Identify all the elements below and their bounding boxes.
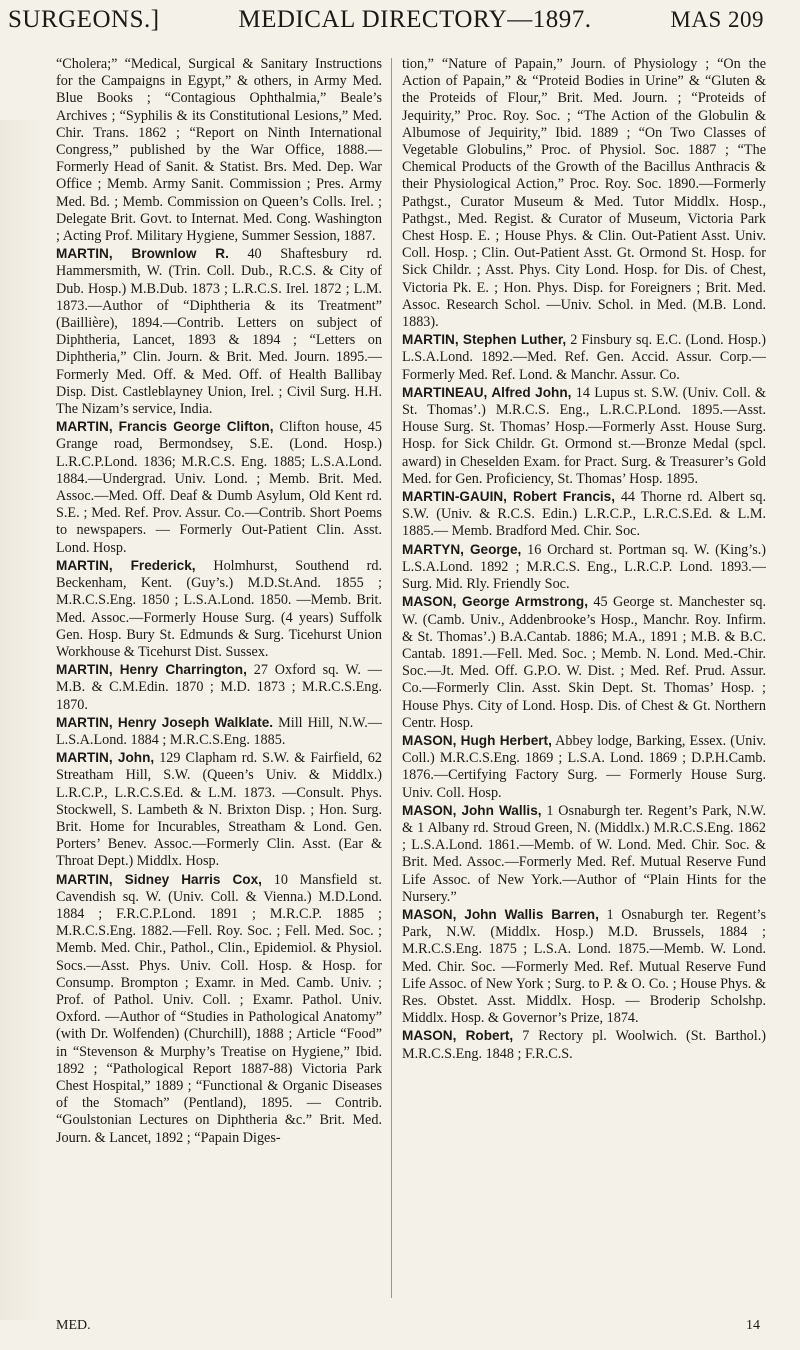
directory-entry [56,418,382,557]
left-column [56,56,382,1147]
entry-text: Mill Hill, N.W.—L.S.A.Lond. 1884 ; M.R.C.S.Eng. 1885. [56,714,382,748]
entry-text: tion,” “Nature of Papain,” Journ. of Physiology ; “On the Action of Papain,” & “Proteid Bodies in Urine” & “Gluten & the Proteids of Flour,” Brit. Med. Journ. ; “Proteids of Jequirity,” Proc. Roy. Soc. ; “The Action of the Globulin & Albumose of Jequirity,” Ibid. 1889 ; “On Two Classes of Vegetable Globulins,” Proc. of Physiol. Soc. 1887 ; “The Chemical Products of the Growth of the Bacillus Anthracis & their Physiological Action,” Proc. Roy. Soc. 1890.—Formerly Pathgst., Curator Museum & Med. Tutor Middlx. Hosp., Pathgst., Med. Regist. & Curator of Museum, Victoria Park Chest Hosp. E. ; House Phys. & Clin. Out-Patient Asst. Univ. Coll. Hosp. ; Clin. Out-Patient Asst. Gt. Ormond St. Hosp. for Sick Childr. ; Asst. Phys. City Lond. Hosp. for Dis. of Chest, Victoria Pk. E. ; Hon. Phys. Disp. for Foreigners ; Brit. Med. Assoc. Research Schol. —Univ. Schol. in Med. (M.B. Lond. 1883). [402,56,766,331]
entry-text: 44 Thorne rd. Albert sq. S.W. (Univ. & R.C.S. Edin.) L.R.C.P., L.R.C.S.Ed. & L.M. 1885.— Memb. Bradford Med. Chir. Soc. [402,489,766,540]
directory-entry [402,802,766,906]
entry-text: 1 Osnaburgh ter. Regent’s Park, N.W. (Middlx. Hosp.) M.D. Brussels, 1884 ; M.R.C.S.Eng. 1875 ; L.S.A. Lond. 1875.—Memb. W. Lond. Med. Chir. Soc. —Formerly Med. Ref. Mutual Reserve Fund Life Assoc. of New York ; Surg. to P. & O. Co. ; House Phys. & Res. Obstet. Asst. Middlx. Hosp. — Broderip Scholshp. Middlx. Hosp. & Governor’s Prize, 1874. [402,906,766,1027]
entry-name: MASON, John Wallis Barren, [402,906,599,922]
directory-entry [56,714,382,749]
footer-signature: MED. [56,1318,91,1333]
entry-name: MARTIN, Stephen Luther, [402,332,567,348]
entry-name: MARTYN, George, [402,541,522,557]
directory-entry [402,732,766,802]
entry-text: 2 Finsbury sq. E.C. (Lond. Hosp.) L.S.A.Lond. 1892.—Med. Ref. Gen. Accid. Assur. Corp.—Formerly Med. Ref. Lond. & Manchr. Assur. Co. [402,332,766,383]
entry-text: 40 Shaftesbury rd. Hammersmith, W. (Trin. Coll. Dub., R.C.S. & City of Dub. Hosp.) M.B.Dub. 1873 ; L.R.C.S. Irel. 1872 ; L.M. 1873.—Author of “Diphtheria & its Treatment” (Baillière), 1894.—Contrib. Letters on subject of Diphtheria, Lancet, 1893 & 1894 ; “Letters on Diphtheria,” Clin. Journ. & Brit. Med. Journ. 1895.—Formerly Med. Off. & Med. Off. of Health Ballibay Disp. Dist. Castleblayney Union, Irel. ; Civil Surg. H.H. The Nizam’s service, India. [56,246,382,418]
entry-text: 27 Oxford sq. W. — M.B. & C.M.Edin. 1870 ; M.D. 1873 ; M.R.C.S.Eng. 1870. [56,662,382,713]
entry-text: Holmhurst, Southend rd. Beckenham, Kent. (Guy’s.) M.D.St.And. 1855 ; M.R.C.S.Eng. 1850 ; L.S.A.Lond. 1850. —Memb. Brit. Med. Assoc.—Formerly House Surg. (4 years) Suffolk Gen. Hosp. Bury St. Edmunds & Surg. Ticehurst Union Workhouse & Ticehurst Dist. Sussex. [56,557,383,660]
entry-name: MARTIN, Sidney Harris Cox, [56,871,262,887]
entry-name: MARTINEAU, Alfred John, [402,384,572,400]
entry-text: 16 Orchard st. Portman sq. W. (King’s.) L.S.A.Lond. 1892 ; M.R.C.S. Eng., L.R.C.P. Lond. 1893.—Surg. Mid. Rly. Friendly Soc. [402,541,767,593]
page-footer [56,1318,760,1342]
section-title: SURGEONS.] [8,6,160,33]
directory-entry [56,749,382,870]
entry-text: 1 Osnaburgh ter. Regent’s Park, N.W. & 1 Albany rd. Stroud Green, N. (Middlx.) M.R.C.S.Eng. 1862 ; L.S.A.Lond. 1861.—Memb. of W. Lond. Med. Chir. Soc. & Brit. Med. Assoc.—Formerly Med. Ref. Mutual Reserve Fund Life Assoc. of New York.—Author of “Plain Hints for the Nursery.” [402,802,766,905]
entry-name: MARTIN-GAUIN, Robert Francis, [402,489,615,505]
directory-entry [402,384,766,488]
entry-name: MASON, Robert, [402,1028,514,1044]
entry-text: 129 Clapham rd. S.W. & Fairfield, 62 Streatham Hill, S.W. (Queen’s Univ. & Middlx.) L.R.C.P., L.R.C.S.Ed. & L.M. 1873. —Consult. Phys. Stockwell, S. Lambeth & N. Brixton Disp. ; Hon. Surg. Brit. Home for Incurables, Streatham & Lond. Gen. Porters’ Benev. Assoc.—Formerly Clin. Asst. (Ear & Throat Dept.) Middlx. Hosp. [56,750,382,870]
directory-entry [56,661,382,714]
entry-text: 10 Mansfield st. Cavendish sq. W. (Univ. Coll. & Vienna.) M.D.Lond. 1884 ; F.R.C.P.Lond. 1891 ; M.R.C.P. 1885 ; M.R.C.S.Eng. 1882.—Fell. Roy. Soc. ; Fell. Med. Soc. ; Memb. Med. Chir., Pathol., Clin., Epidemiol. & Physiol. Socs.—Asst. Phys. Univ. Coll. Hosp. & Hosp. for Consump. Brompton ; Examr. in Med. Camb. Univ. ; Prof. of Pathol. Univ. Coll. ; Examr. Pathol. Univ. Oxford. —Author of “Studies in Pathological Anatomy” (with Dr. Wolfenden) (Churchill), 1888 ; Article “Food” in “Stevenson & Murphy’s Treatise on Hygiene,” Ibid. 1892 ; “Pathological Report 1887-88) Victoria Park Chest Hospital,” 1889 ; “Functional & Organic Diseases of the Stomach” (Pentland), 1895. — Contrib. “Goulstonian Lectures on Diphtheria &c.” Brit. Med. Journ. & Lancet, 1892 ; “Papain Diges- [56,871,382,1146]
entry-name: MASON, George Armstrong, [402,594,588,610]
right-column [402,56,766,1063]
directory-entry [402,541,766,594]
directory-entry [402,488,766,541]
binding-shadow [0,120,44,1320]
entry-text: 7 Rectory pl. Woolwich. (St. Barthol.) M.R.C.S.Eng. 1848 ; F.R.C.S. [402,1028,766,1062]
directory-entry [56,245,382,418]
directory-entry [56,871,382,1147]
column-divider [391,58,392,1298]
directory-entry [402,1027,766,1062]
entry-name: MARTIN, Henry Joseph Walklate. [56,714,274,730]
directory-entry [402,331,766,384]
entry-name: MARTIN, Frederick, [56,557,196,573]
directory-entry [56,557,382,661]
entry-text: 45 George st. Manchester sq. W. (Camb. Univ., Addenbrooke’s Hosp., Manchr. Roy. Infirm. & St. Thomas’.) B.A.Cantab. 1886; M.A., 1891 ; M.B. & B.C. Cantab. 1891.—Fell. Med. Soc. ; Memb. N. Lond. Med.-Chir. Soc.—Jt. Med. Off. G.P.O. W. Dist. ; Med. Ref. Prud. Assur. Co.—Formerly Clin. Asst. Skin Dept. St. Thomas’ Hosp. ; House Phys. City of Lond. Hosp. Dis. of Chest & Gt. Northern Centr. Hosp. [402,594,766,731]
entry-name: MASON, John Wallis, [402,802,542,818]
footer-number: 14 [746,1318,760,1333]
directory-entry [56,56,382,245]
directory-entry [402,593,766,732]
directory-entry [402,56,766,331]
running-head [8,6,764,46]
entry-name: MARTIN, Francis George Clifton, [56,419,274,435]
entry-name: MARTIN, Brownlow R. [56,246,229,262]
entry-name: MASON, Hugh Herbert, [402,732,552,748]
entry-text: “Cholera;” “Medical, Surgical & Sanitary Instructions for the Campaigns in Egypt,” & others, in Army Med. Blue Books ; “Contagious Ophthalmia,” Beale’s Archives ; “Syphilis & its Constitutional Lesions,” Med. Chir. Trans. 1862 ; “Report on Ninth International Congress,” published by the War Office, 1888.—Formerly Head of Sanit. & Statist. Brs. Med. Dep. War Office ; Memb. Army Sanit. Commission ; Pres. Army Med. Bd. ; Memb. Commission on Queen’s Colls. Irel. ; Delegate Brit. Govt. to Internat. Med. Cong. Washington ; Acting Prof. Military Hygiene, Summer Session, 1887. [56,56,382,245]
page-ref: MAS 209 [670,7,764,32]
entry-name: MARTIN, John, [56,750,155,766]
entry-text: Abbey lodge, Barking, Essex. (Univ. Coll.) M.R.C.S.Eng. 1869 ; L.S.A. Lond. 1869 ; D.P.H.Camb. 1876.—Certifying Factory Surg. — Formerly House Surg. Univ. Coll. Hosp. [402,732,767,801]
entry-name: MARTIN, Henry Charrington, [56,662,247,678]
directory-entry [402,906,766,1027]
page-title: MEDICAL DIRECTORY—1897. [238,6,592,33]
entry-text: Clifton house, 45 Grange road, Bermondsey, S.E. (Lond. Hosp.) L.R.C.P.Lond. 1836; M.R.C.S. Eng. 1885; L.S.A.Lond. 1884.—Undergrad. Univ. Lond. ; Memb. Brit. Med. Assoc.—Med. Off. Deaf & Dumb Asylum, Old Kent rd. S.E. ; Med. Ref. Prov. Assur. Co.—Contrib. Short Poems to newspapers. — Formerly Out-Patient Clin. Asst. Lond. Hosp. [56,419,382,556]
entry-text: 14 Lupus st. S.W. (Univ. Coll. & St. Thomas’.) M.R.C.S. Eng., L.R.C.P.Lond. 1895.—Asst. House Surg. St. Thomas’ Hosp.—Formerly Asst. House Surg. Hosp. for Sick Childr. Gt. Ormond st.—Bronze Medal (spcl. award) in Cheselden Exam. for Pract. Surg. & Treasurer’s Gold Med. for Gen. Proficiency, St. Thomas’ Hosp. 1895. [402,384,767,487]
